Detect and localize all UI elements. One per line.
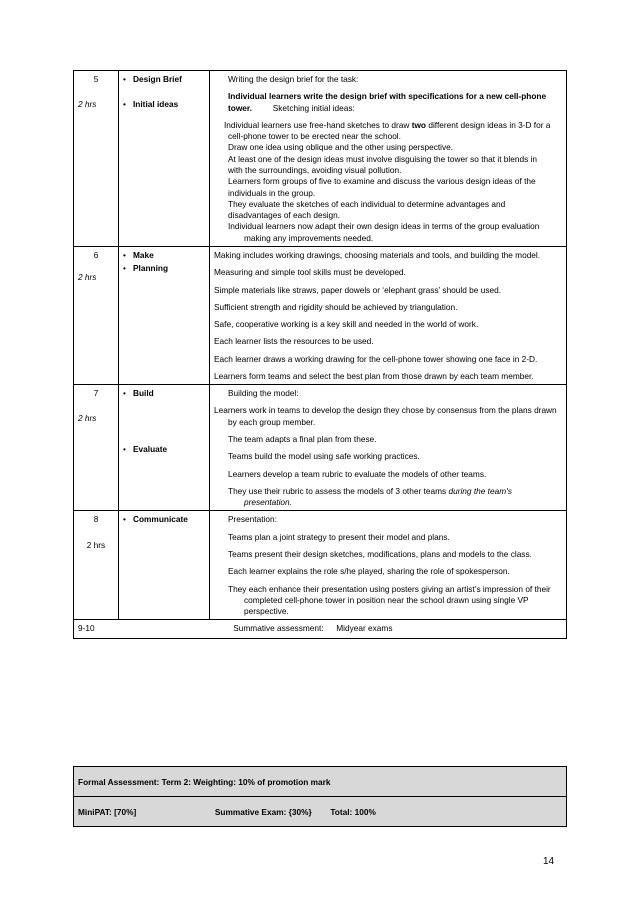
activity-cell: [210, 71, 567, 247]
activity-line: completed cell-phone tower in position near the school drawn using single VP: [244, 594, 529, 605]
summative-exams: Midyear exams: [336, 623, 393, 634]
activity-line: presentation.: [244, 497, 292, 508]
table-row: [74, 385, 567, 511]
summative-label: Summative assessment:: [233, 623, 324, 634]
week-cell: [74, 511, 119, 620]
week-cell: [74, 246, 119, 384]
activity-line: At least one of the design ideas must involve disguising the tower so that it blends in: [228, 153, 538, 164]
week-hours: 2 hrs: [78, 99, 97, 110]
week-number: 6: [93, 249, 99, 260]
activity-line: Learners develop a team rubric to evaluate the models of other teams.: [228, 468, 487, 479]
activity-line: Teams build the model using safe working practices.: [228, 451, 420, 462]
table-row: [74, 71, 567, 247]
activity-line: Draw one idea using oblique and the other using perspective.: [228, 142, 454, 153]
topic-cell: [119, 385, 210, 511]
activity-line: cell-phone tower to be erected near the school.: [228, 131, 401, 142]
activity-line: Safe, cooperative working is a key skill and needed in the world of work.: [214, 319, 479, 330]
table-row: [74, 620, 567, 638]
activity-line: Learners form groups of five to examine and discuss the various design ideas of the: [228, 176, 536, 187]
topic-item: • Build: [123, 388, 205, 399]
activity-line: with the surroundings, avoiding visual pollution.: [228, 164, 402, 175]
topic-cell: [119, 511, 210, 620]
lesson-plan-table: [73, 70, 567, 639]
week-cell: [74, 385, 119, 511]
activity-line: Learners form teams and select the best plan from those drawn by each team member.: [214, 370, 534, 381]
minipat-weight: MiniPAT: [70%]: [78, 806, 137, 817]
activity-line: Each learner explains the role s/he played, sharing the role of spokesperson.: [228, 566, 510, 577]
total-weight: Total: 100%: [330, 806, 376, 817]
activity-line: Learners work in teams to develop the design they chose by consensus from the plans drawn: [214, 405, 557, 416]
activity-line: Teams present their design sketches, modifications, plans and models to the class.: [228, 549, 532, 559]
activity-line: individuals in the group.: [228, 187, 316, 198]
activity-line: Measuring and simple tool skills must be developed.: [214, 267, 406, 278]
activity-line: They use their rubric to assess the models of 3 other teams during the team's: [228, 485, 512, 496]
activity-cell: [210, 511, 567, 620]
week-hours: 2 hrs: [86, 539, 106, 550]
activity-line: perspective.: [244, 606, 289, 617]
week-number: 5: [93, 74, 99, 84]
week-cell: [74, 71, 119, 247]
week-number: 7: [93, 388, 99, 399]
week-number: 9-10: [78, 623, 95, 634]
topic-item: • Initial ideas: [123, 99, 205, 110]
topic-cell: [119, 246, 210, 384]
activity-line: Individual learners now adapt their own design ideas in terms of the group evaluation: [228, 221, 540, 232]
activity-cell: [210, 246, 567, 384]
activity-line: making any improvements needed.: [244, 232, 374, 243]
activity-line: Individual learners use free-hand sketches to draw two different design ideas in 3-D for a: [224, 119, 551, 130]
topic-item: • Make: [123, 250, 205, 261]
topic-item: • Evaluate: [123, 444, 205, 455]
week-number: 8: [93, 514, 99, 525]
activity-line: Building the model:: [228, 388, 299, 399]
topic-item: • Planning: [123, 263, 205, 274]
activity-cell: [210, 385, 567, 511]
topic-item: • Communicate: [123, 514, 205, 525]
formal-assessment-box: [73, 766, 567, 827]
week-hours: 2 hrs: [78, 272, 97, 283]
activity-line: They evaluate the sketches of each individual to determine advantages and: [228, 198, 506, 209]
activity-line: Simple materials like straws, paper dowels or ‘elephant grass’ should be used.: [214, 284, 502, 295]
activity-line: They each enhance their presentation using posters giving an artist’s impression of their: [228, 583, 551, 594]
activity-line: tower. Sketching initial ideas:: [228, 102, 355, 113]
topic-item: • Design Brief: [123, 74, 205, 85]
activity-line: Individual learners write the design brief with specifications for a new cell-phone: [228, 91, 547, 102]
activity-line: Teams plan a joint strategy to present their model and plans.: [228, 531, 450, 542]
activity-line: Each learner lists the resources to be used.: [214, 336, 374, 347]
activity-line: Each learner draws a working drawing for the cell-phone tower showing one face in 2-D.: [214, 353, 538, 364]
table-row: [74, 511, 567, 620]
formal-assessment-weights: [74, 797, 567, 827]
activity-line: Presentation:: [228, 514, 277, 525]
activity-line: Sufficient strength and rigidity should be achieved by triangulation.: [214, 301, 458, 312]
summative-exam-weight: Summative Exam: {30%}: [214, 806, 312, 817]
formal-assessment-heading: Formal Assessment: Term 2: Weighting: 10% of promotion mark: [74, 767, 567, 797]
activity-line: The team adapts a final plan from these.: [228, 434, 377, 445]
activity-line: disadvantages of each design.: [228, 210, 341, 221]
table-row: [74, 246, 567, 384]
summative-cell: [74, 620, 567, 638]
week-hours: 2 hrs: [78, 413, 97, 424]
activity-line: Making includes working drawings, choosing materials and tools, and building the model.: [214, 249, 541, 260]
topic-cell: [119, 71, 210, 247]
activity-line: by each group member.: [228, 416, 316, 427]
page-number: 14: [543, 856, 555, 867]
activity-line: Writing the design brief for the task:: [228, 74, 359, 84]
